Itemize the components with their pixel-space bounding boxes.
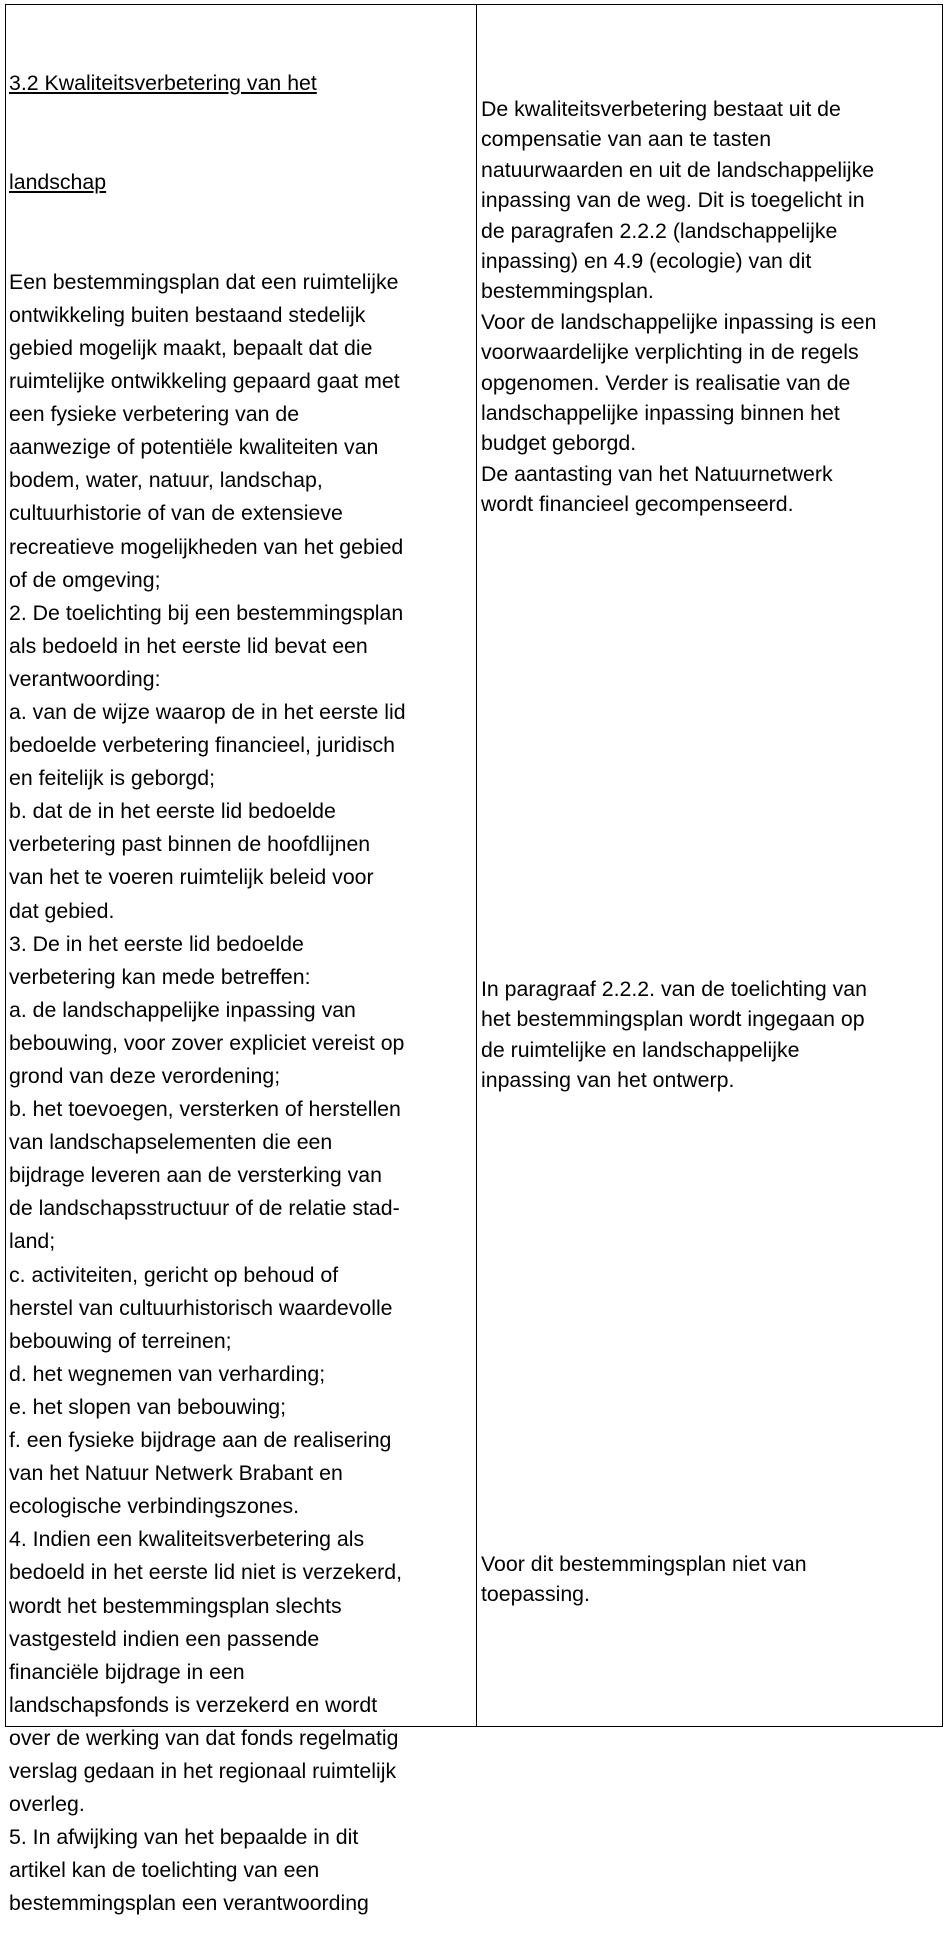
text-line: bestemmingsplan een verantwoording: [9, 1891, 369, 1916]
text-line: financiële bijdrage in een: [9, 1659, 245, 1684]
section-heading-line: landschap: [9, 170, 107, 195]
text-line: Voor de landschappelijke inpassing is een: [481, 309, 877, 334]
text-line: opgenomen. Verder is realisatie van de: [481, 370, 851, 395]
text-line: ruimtelijke ontwikkeling gepaard gaat met: [9, 369, 400, 394]
left-column: [9, 1, 464, 1954]
text-line: van het te voeren ruimtelijk beleid voor: [9, 865, 374, 890]
text-line: verbetering past binnen de hoofdlijnen: [9, 832, 371, 857]
right-text-block-1: [481, 94, 936, 519]
text-line: bebouwing, voor zover expliciet vereist op: [9, 1030, 405, 1055]
text-line: bebouwing of terreinen;: [9, 1328, 232, 1353]
text-line: Voor dit bestemmingsplan niet van: [481, 1552, 807, 1576]
text-line: budget geborgd.: [481, 431, 637, 456]
text-line: De kwaliteitsverbetering bestaat uit de: [481, 97, 841, 121]
text-line: c. activiteiten, gericht op behoud of: [9, 1262, 339, 1287]
text-line: artikel kan de toelichting van een: [9, 1858, 320, 1883]
text-line: Een bestemmingsplan dat een ruimtelijke: [9, 269, 399, 294]
right-text-block-2: [481, 974, 936, 1096]
text-line: overleg.: [9, 1792, 85, 1817]
text-line: grond van deze verordening;: [9, 1064, 281, 1088]
text-line: landschappelijke inpassing binnen het: [481, 400, 840, 425]
text-line: 3. De in het eerste lid bedoelde: [9, 931, 304, 956]
text-line: De aantasting van het Natuurnetwerk: [481, 461, 833, 486]
text-line: compensatie van aan te tasten: [481, 127, 772, 152]
text-line: bedoeld in het eerste lid niet is verzekerd,: [9, 1560, 403, 1585]
text-line: e. het slopen van bebouwing;: [9, 1394, 287, 1419]
text-line: a. de landschappelijke inpassing van: [9, 997, 356, 1022]
text-line: voorwaardelijke verplichting in de regels: [481, 340, 859, 365]
text-line: de paragrafen 2.2.2 (landschappelijke: [481, 218, 838, 243]
text-line: aanwezige of potentiële kwaliteiten van: [9, 435, 379, 460]
text-line: van het Natuur Netwerk Brabant en: [9, 1461, 343, 1486]
text-line: b. het toevoegen, versterken of herstellen: [9, 1097, 401, 1122]
text-line: als bedoeld in het eerste lid bevat een: [9, 633, 368, 658]
text-line: inpassing van de weg. Dit is toegelicht in: [481, 188, 865, 213]
text-line: 4. Indien een kwaliteitsverbetering als: [9, 1527, 365, 1552]
text-line: f. een fysieke bijdrage aan de realisering: [9, 1428, 392, 1453]
right-text-block-3: [481, 1549, 936, 1610]
text-line: cultuurhistorie of van de extensieve: [9, 501, 343, 526]
text-line: d. het wegnemen van verharding;: [9, 1361, 326, 1386]
text-line: b. dat de in het eerste lid bedoelde: [9, 799, 336, 824]
text-line: wordt financieel gecompenseerd.: [481, 492, 794, 517]
text-line: natuurwaarden en uit de landschappelijke: [481, 157, 875, 182]
section-heading-line: 3.2 Kwaliteitsverbetering van het: [9, 71, 317, 96]
text-line: het bestemmingsplan wordt ingegaan op: [481, 1007, 865, 1032]
text-line: of de omgeving;: [9, 567, 161, 592]
text-line: bijdrage leveren aan de versterking van: [9, 1163, 382, 1188]
text-line: dat gebied.: [9, 898, 115, 923]
text-line: toepassing.: [481, 1582, 590, 1607]
text-line: recreatieve mogelijkheden van het gebied: [9, 534, 404, 559]
text-line: ontwikkeling buiten bestaand stedelijk: [9, 302, 366, 327]
text-line: In paragraaf 2.2.2. van de toelichting van: [481, 977, 867, 1001]
text-line: ecologische verbindingszones.: [9, 1494, 300, 1519]
text-line: vastgesteld indien een passende: [9, 1626, 320, 1651]
text-line: inpassing van het ontwerp.: [481, 1068, 735, 1093]
text-line: verbetering kan mede betreffen:: [9, 964, 311, 989]
text-line: verantwoording:: [9, 666, 161, 691]
text-line: wordt het bestemmingsplan slechts: [9, 1593, 342, 1618]
text-line: over de werking van dat fonds regelmatig: [9, 1725, 399, 1750]
text-line: bodem, water, natuur, landschap,: [9, 468, 323, 493]
text-line: herstel van cultuurhistorisch waardevolle: [9, 1295, 393, 1320]
left-body-text: [9, 266, 464, 1921]
text-line: en feitelijk is geborgd;: [9, 766, 215, 791]
column-divider: [476, 5, 477, 1726]
text-line: a. van de wijze waarop de in het eerste lid: [9, 699, 406, 724]
text-line: bestemmingsplan.: [481, 279, 654, 304]
text-line: verslag gedaan in het regionaal ruimtelijk: [9, 1758, 397, 1783]
text-line: van landschapselementen die een: [9, 1130, 333, 1155]
text-line: inpassing) en 4.9 (ecologie) van dit: [481, 248, 812, 273]
text-line: 5. In afwijking van het bepaalde in dit: [9, 1825, 359, 1850]
text-line: land;: [9, 1229, 56, 1254]
text-line: bedoelde verbetering financieel, juridisch: [9, 733, 395, 758]
text-line: de ruimtelijke en landschappelijke: [481, 1037, 800, 1062]
text-line: 2. De toelichting bij een bestemmingsplan: [9, 600, 404, 625]
text-line: gebied mogelijk maakt, bepaalt dat die: [9, 335, 373, 360]
text-line: landschapsfonds is verzekerd en wordt: [9, 1692, 378, 1717]
text-line: de landschapsstructuur of de relatie stad-: [9, 1196, 400, 1221]
text-line: een fysieke verbetering van de: [9, 402, 300, 427]
